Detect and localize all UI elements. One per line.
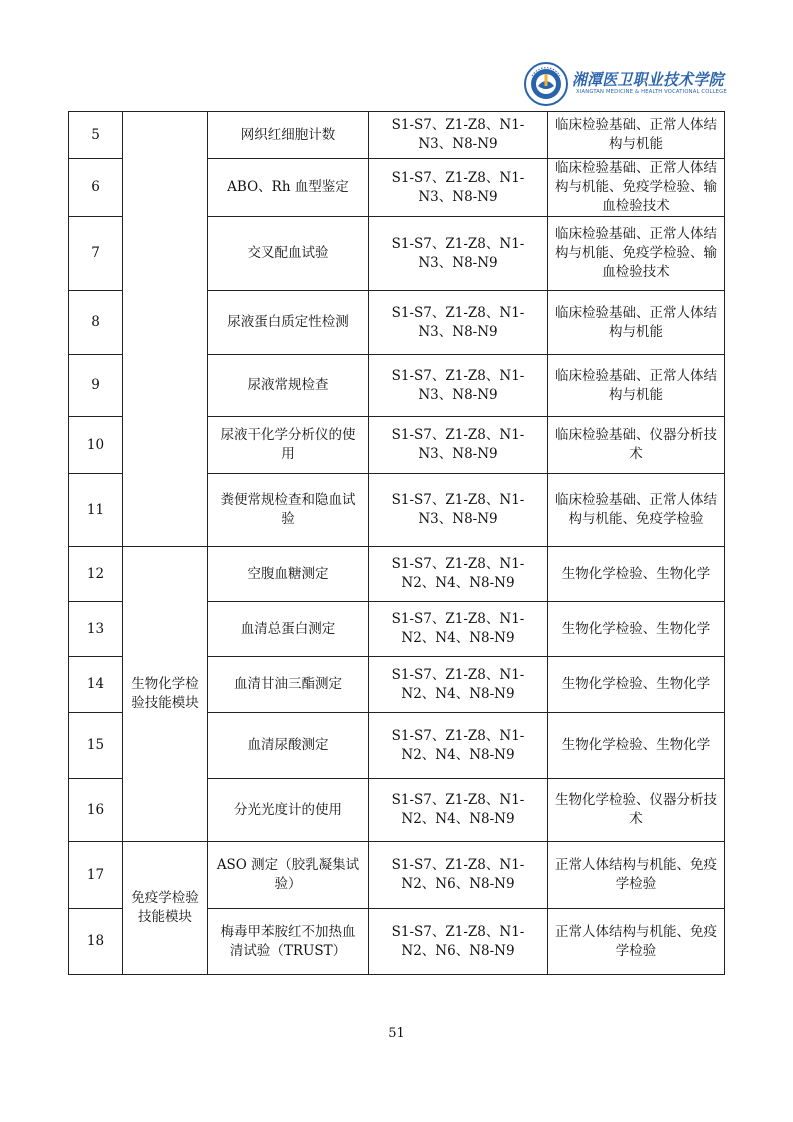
item-name: 分光光度计的使用 [208, 779, 369, 842]
logo-chinese-name: 湘潭医卫职业技术学院 [572, 70, 724, 89]
row-number: 12 [69, 547, 123, 602]
module-biochem: 生物化学检验技能模块 [123, 547, 208, 842]
standard-codes: S1-S7、Z1-Z8、N1-N2、N6、N8-N9 [369, 909, 548, 975]
row-number: 11 [69, 474, 123, 547]
module-immuno: 免疫学检验技能模块 [123, 842, 208, 975]
standard-codes: S1-S7、Z1-Z8、N1-N3、N8-N9 [369, 355, 548, 417]
standard-codes: S1-S7、Z1-Z8、N1-N3、N8-N9 [369, 417, 548, 474]
college-seal-icon [524, 62, 568, 106]
related-courses: 生物化学检验、生物化学 [548, 657, 725, 713]
standard-codes: S1-S7、Z1-Z8、N1-N2、N4、N8-N9 [369, 602, 548, 657]
standard-codes: S1-S7、Z1-Z8、N1-N2、N4、N8-N9 [369, 547, 548, 602]
related-courses: 临床检验基础、正常人体结构与机能、免疫学检验 [548, 474, 725, 547]
related-courses: 生物化学检验、生物化学 [548, 547, 725, 602]
standard-codes: S1-S7、Z1-Z8、N1-N2、N4、N8-N9 [369, 713, 548, 779]
related-courses: 临床检验基础、正常人体结构与机能 [548, 355, 725, 417]
row-number: 6 [69, 159, 123, 217]
item-name: ASO 测定（胶乳凝集试验） [208, 842, 369, 909]
standard-codes: S1-S7、Z1-Z8、N1-N2、N4、N8-N9 [369, 657, 548, 713]
table-row [69, 547, 725, 602]
related-courses: 临床检验基础、正常人体结构与机能 [548, 291, 725, 355]
related-courses: 生物化学检验、生物化学 [548, 713, 725, 779]
item-name: ABO、Rh 血型鉴定 [208, 159, 369, 217]
related-courses: 正常人体结构与机能、免疫学检验 [548, 842, 725, 909]
row-number: 16 [69, 779, 123, 842]
item-name: 尿液蛋白质定性检测 [208, 291, 369, 355]
standard-codes: S1-S7、Z1-Z8、N1-N3、N8-N9 [369, 217, 548, 291]
related-courses: 临床检验基础、正常人体结构与机能 [548, 112, 725, 159]
row-number: 17 [69, 842, 123, 909]
related-courses: 临床检验基础、正常人体结构与机能、免疫学检验、输血检验技术 [548, 217, 725, 291]
standard-codes: S1-S7、Z1-Z8、N1-N3、N8-N9 [369, 112, 548, 159]
item-name: 尿液干化学分析仪的使用 [208, 417, 369, 474]
row-number: 10 [69, 417, 123, 474]
row-number: 18 [69, 909, 123, 975]
item-name: 交叉配血试验 [208, 217, 369, 291]
logo-english-name: XIANGTAN MEDICINE & HEALTH VOCATIONAL COLLEGE [576, 89, 727, 95]
module-cell-blank [123, 112, 208, 547]
item-name: 血清总蛋白测定 [208, 602, 369, 657]
related-courses: 正常人体结构与机能、免疫学检验 [548, 909, 725, 975]
related-courses: 临床检验基础、正常人体结构与机能、免疫学检验、输血检验技术 [548, 159, 725, 217]
standard-codes: S1-S7、Z1-Z8、N1-N3、N8-N9 [369, 291, 548, 355]
row-number: 15 [69, 713, 123, 779]
row-number: 14 [69, 657, 123, 713]
related-courses: 生物化学检验、仪器分析技术 [548, 779, 725, 842]
standard-codes: S1-S7、Z1-Z8、N1-N2、N4、N8-N9 [369, 779, 548, 842]
item-name: 网织红细胞计数 [208, 112, 369, 159]
item-name: 空腹血糖测定 [208, 547, 369, 602]
item-name: 尿液常规检查 [208, 355, 369, 417]
page-number: 51 [388, 1026, 405, 1041]
college-logo [524, 62, 727, 108]
related-courses: 临床检验基础、仪器分析技术 [548, 417, 725, 474]
row-number: 8 [69, 291, 123, 355]
item-name: 血清甘油三酯测定 [208, 657, 369, 713]
row-number: 13 [69, 602, 123, 657]
table-row [69, 112, 725, 159]
item-name: 梅毒甲苯胺红不加热血清试验（TRUST） [208, 909, 369, 975]
related-courses: 生物化学检验、生物化学 [548, 602, 725, 657]
item-name: 粪便常规检查和隐血试验 [208, 474, 369, 547]
skills-table [68, 111, 725, 975]
standard-codes: S1-S7、Z1-Z8、N1-N2、N6、N8-N9 [369, 842, 548, 909]
standard-codes: S1-S7、Z1-Z8、N1-N3、N8-N9 [369, 159, 548, 217]
standard-codes: S1-S7、Z1-Z8、N1-N3、N8-N9 [369, 474, 548, 547]
item-name: 血清尿酸测定 [208, 713, 369, 779]
table-row [69, 842, 725, 909]
row-number: 5 [69, 112, 123, 159]
row-number: 7 [69, 217, 123, 291]
row-number: 9 [69, 355, 123, 417]
